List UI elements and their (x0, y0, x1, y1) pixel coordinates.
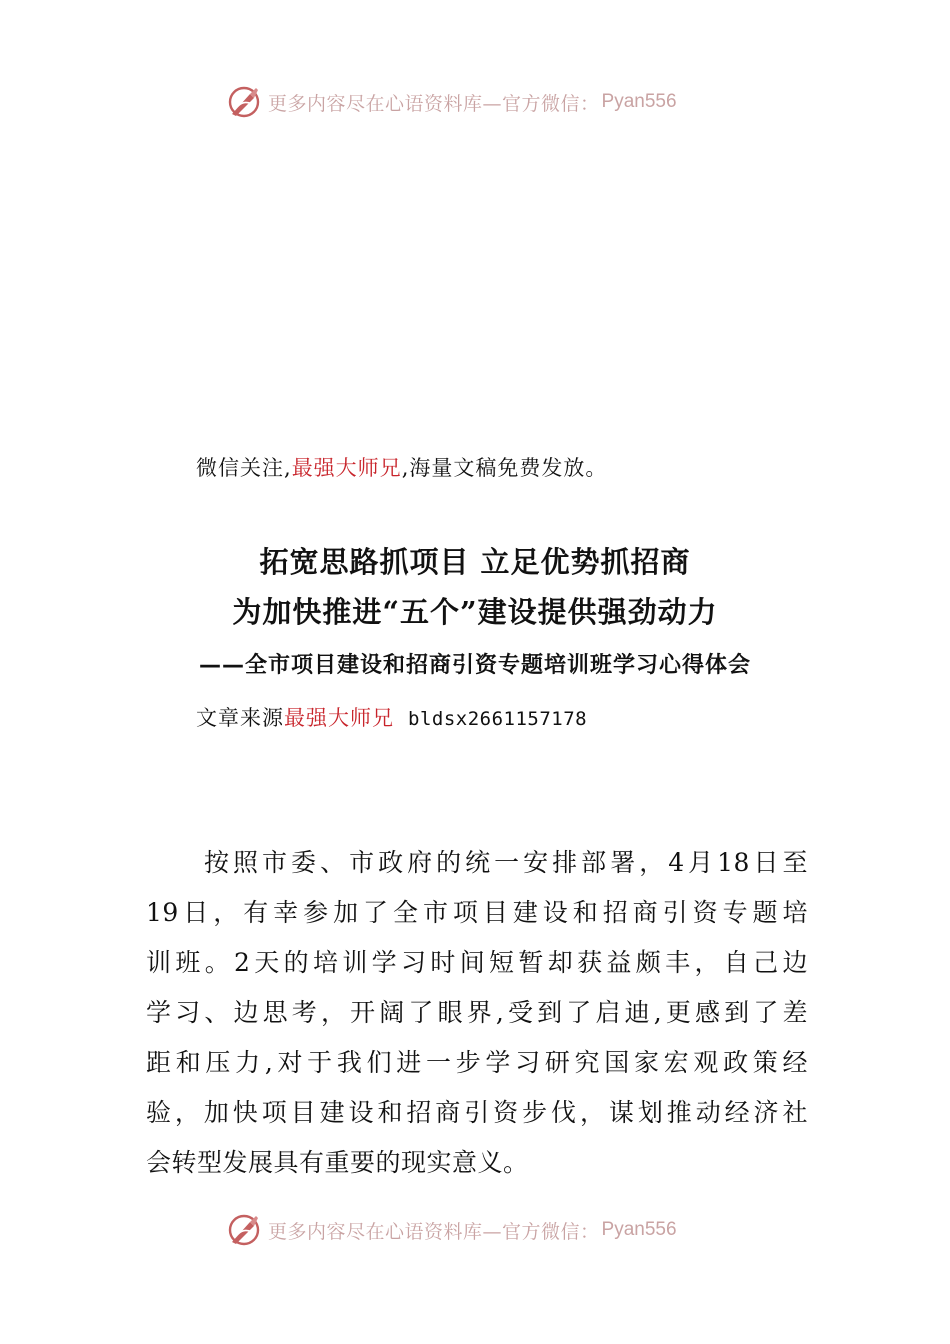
title-line-2: 为加快推进“五个”建设提供强劲动力 (232, 595, 718, 629)
body-line: 验，加快项目建设和招商引资步伐，谋划推动经济社 (146, 1098, 808, 1127)
pen-logo-icon (226, 1212, 262, 1248)
body-line: 会转型发展具有重要的现实意义。 (146, 1148, 529, 1177)
source-code: bldsx2661157178 (408, 708, 588, 730)
banner-text: 更多内容尽在心语资料库—官方微信： (268, 92, 600, 115)
follow-prefix: 微信关注, (196, 456, 292, 480)
body-line: 19日，有幸参加了全市项目建设和招商引资专题培 (146, 898, 808, 927)
source-line (196, 702, 587, 732)
title-line-1: 拓宽思路抓项目 立足优势抓招商 (259, 545, 691, 579)
source-author: 最强大师兄 (284, 706, 394, 730)
banner-text: 更多内容尽在心语资料库—官方微信： (268, 1220, 600, 1243)
subtitle: ——全市项目建设和招商引资专题培训班学习心得体会 (198, 653, 751, 678)
follow-suffix: ,海量文稿免费发放。 (401, 456, 608, 480)
banner-wechat-id: Pyan556 (601, 91, 677, 112)
banner-wechat-id: Pyan556 (601, 1219, 677, 1240)
pen-logo-icon (226, 84, 262, 120)
body-line: 学习、边思考，开阔了眼界,受到了启迪,更感到了差 (146, 998, 808, 1027)
body-line: 按照市委、市政府的统一安排部署，4月18日至 (146, 848, 808, 877)
footer-banner (226, 1210, 677, 1250)
header-banner (226, 82, 677, 122)
source-label: 文章来源 (196, 706, 284, 730)
body-paragraph (146, 838, 808, 1188)
body-line: 训班。2天的培训学习时间短暂却获益颇丰，自己边 (146, 948, 808, 977)
follow-highlight: 最强大师兄 (291, 456, 402, 480)
follow-line (196, 452, 607, 482)
body-line: 距和压力,对于我们进一步学习研究国家宏观政策经 (146, 1048, 808, 1077)
